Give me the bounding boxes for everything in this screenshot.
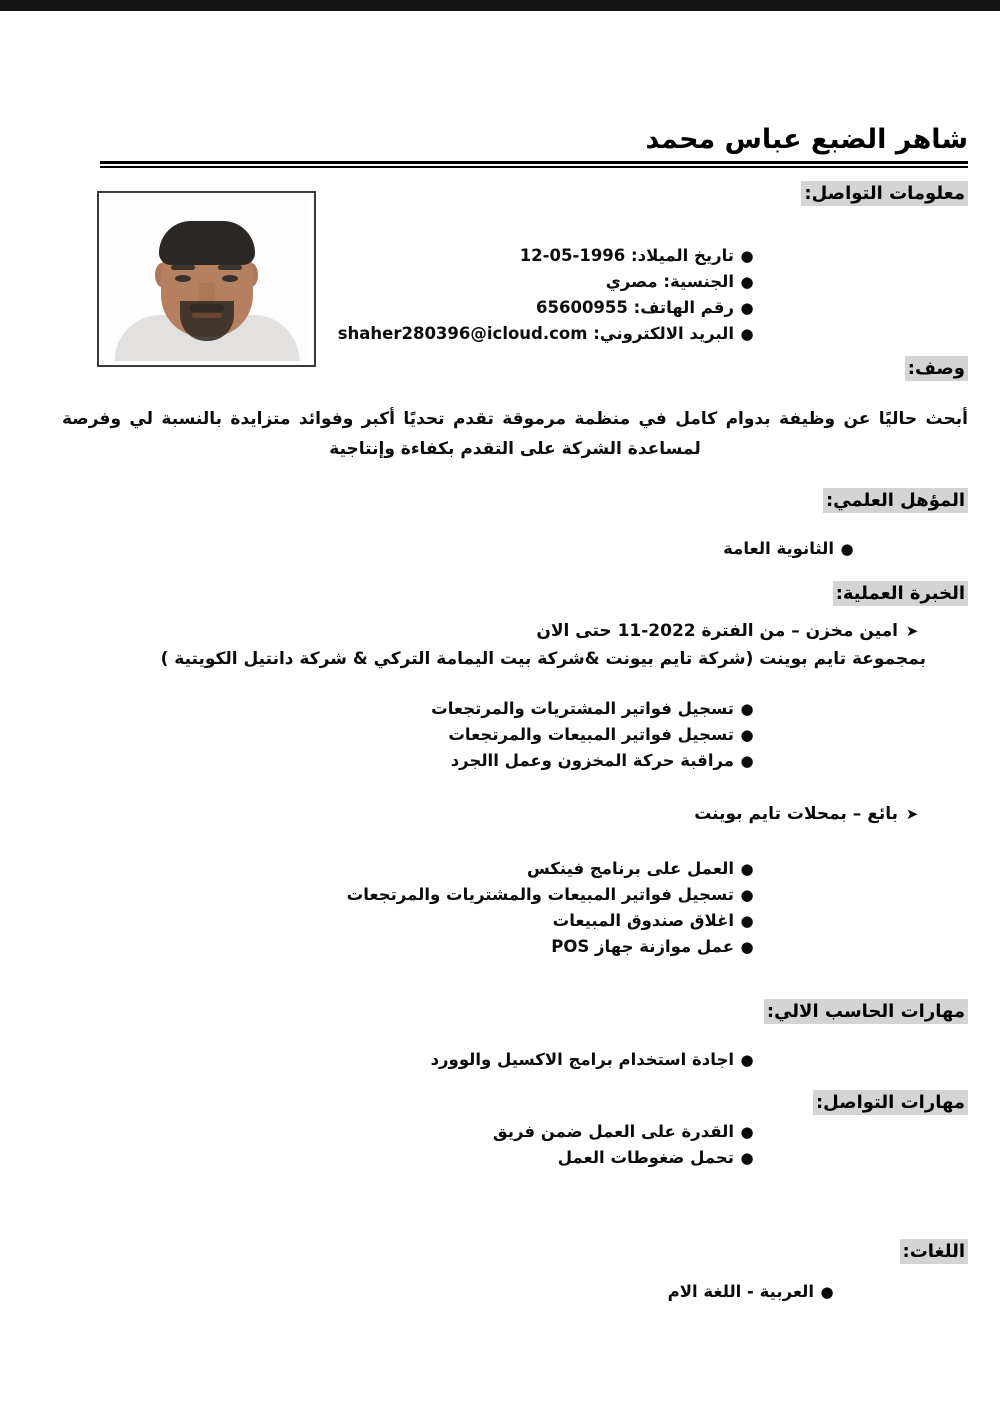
bullet-icon: ● [740, 700, 754, 718]
bullet-icon: ● [740, 273, 754, 291]
duty-item: مراقبة حركة المخزون وعمل االجرد [450, 751, 734, 770]
job-title-2 [694, 801, 926, 828]
contact-phone[interactable]: رقم الهاتف: 65600955 [536, 298, 734, 317]
duty-item: تسجيل فواتير المشتريات والمرتجعات [431, 699, 734, 718]
list-item [493, 1145, 760, 1171]
profile-photo [97, 191, 316, 367]
section-heading-education: المؤهل العلمي: [823, 488, 968, 513]
list-item [338, 295, 760, 321]
arrow-bullet-icon: ➤ [905, 805, 919, 823]
list-item [723, 536, 860, 562]
bullet-icon: ● [740, 247, 754, 265]
bullet-icon: ● [740, 860, 754, 878]
duty-item: العمل على برنامج فينكس [526, 859, 734, 878]
list-item [338, 243, 760, 269]
bullet-icon: ● [740, 299, 754, 317]
bullet-icon: ● [740, 912, 754, 930]
list-item [347, 934, 760, 960]
list-item [431, 696, 760, 722]
description-text: أبحث حاليًا عن وظيفة بدوام كامل في منظمة مرموقة تقدم تحديًا أكبر وفوائد متزايدة بالنسبة لي وفرصة لمساعدة الشركة على التقدم بكفاءة وإنتاجية [62, 409, 968, 459]
section-heading-languages: اللغات: [900, 1239, 968, 1264]
bullet-icon: ● [740, 726, 754, 744]
arrow-bullet-icon: ➤ [905, 622, 919, 640]
section-heading-description: وصف: [905, 356, 968, 381]
language-item: العربية - اللغة الام [667, 1282, 814, 1301]
section-heading-experience: الخبرة العملية: [833, 581, 968, 606]
list-item [431, 1047, 760, 1073]
section-heading-contact: معلومات التواصل: [801, 181, 968, 206]
job-company-1: بمجموعة تايم بوينت (شركة تايم بيونت &شركة بيت اليمامة التركي & شركة دانتيل الكويتية ) [160, 649, 926, 669]
bullet-icon: ● [740, 325, 754, 343]
duty-item: تسجيل فواتير المبيعات والمرتجعات [448, 725, 734, 744]
section-heading-computer-skills: مهارات الحاسب الالي: [764, 999, 968, 1024]
status-bar [0, 0, 1000, 11]
bullet-icon: ● [740, 1149, 754, 1167]
computer-skill-item: اجادة استخدام برامج الاكسيل والوورد [430, 1050, 734, 1069]
education-item: الثانوية العامة [723, 539, 834, 558]
bullet-icon: ● [740, 1051, 754, 1069]
communication-skill-item: القدرة على العمل ضمن فريق [492, 1122, 734, 1141]
list-item [668, 1279, 840, 1305]
title-divider [100, 161, 968, 168]
bullet-icon: ● [740, 752, 754, 770]
section-heading-communication-skills: مهارات التواصل: [813, 1090, 968, 1115]
contact-email[interactable]: البريد الالكتروني: shaher280396@icloud.com [337, 324, 734, 343]
contact-list [338, 243, 760, 347]
duty-item: تسجيل فواتير المبيعات والمشتريات والمرتجعات [346, 885, 734, 904]
job-title-text: بائع – بمحلات تايم بوينت [694, 804, 898, 824]
list-item [493, 1119, 760, 1145]
languages-list [668, 1279, 840, 1305]
list-item [347, 856, 760, 882]
bullet-icon: ● [840, 540, 854, 558]
communication-skills-list [493, 1119, 760, 1171]
bullet-icon: ● [740, 886, 754, 904]
computer-skills-list [431, 1047, 760, 1073]
duty-item: عمل موازنة جهاز POS [551, 937, 734, 956]
job-duties-2 [347, 856, 760, 960]
cv-document-page [0, 11, 1000, 1416]
bullet-icon: ● [820, 1283, 834, 1301]
job-duties-1 [431, 696, 760, 774]
list-item [431, 722, 760, 748]
education-list [723, 536, 860, 562]
bullet-icon: ● [740, 938, 754, 956]
list-item [338, 269, 760, 295]
contact-birthdate: تاريخ الميلاد: 1996-05-12 [519, 246, 734, 265]
job-title-1 [536, 618, 926, 645]
list-item [347, 908, 760, 934]
contact-nationality: الجنسية: مصري [605, 272, 734, 291]
communication-skill-item: تحمل ضغوطات العمل [557, 1148, 734, 1167]
bullet-icon: ● [740, 1123, 754, 1141]
page-title: شاهر الضبع عباس محمد [645, 124, 968, 155]
duty-item: اغلاق صندوق المبيعات [552, 911, 734, 930]
job-title-text: امين مخزن – من الفترة 2022-11 حتى الان [536, 621, 898, 641]
list-item [347, 882, 760, 908]
list-item [338, 321, 760, 347]
list-item [431, 748, 760, 774]
